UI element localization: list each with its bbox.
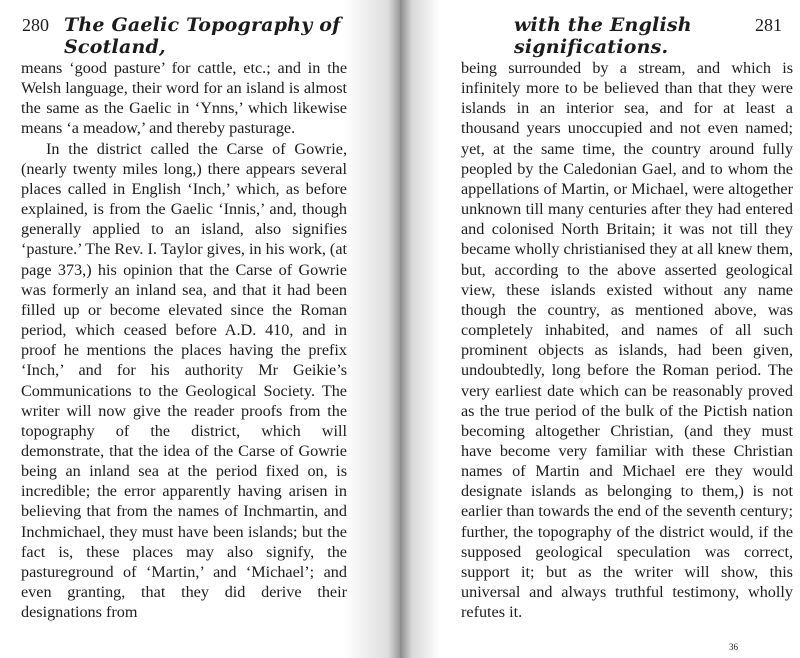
signature-mark: 36 [729, 642, 738, 652]
right-page-number: 281 [755, 15, 782, 35]
right-page-body [461, 58, 793, 622]
left-page-body [21, 58, 347, 622]
left-running-title: The Gaelic Topography of Scotland, [64, 14, 341, 58]
left-paragraph-2: In the district called the Carse of Gowrie, (nearly twenty miles long,) there appears several places called in English ‘Inch,’ which, as before explained, is from the Gaelic ‘Innis,’ and, though generally applied to an island, also signifies ‘pasture.’ The Rev. I. Taylor gives, in his work, (at page 373,) his opinion that the Carse of Gowrie was formerly an inland sea, and that it had been filled up or become elevated since the Roman period, which ceased before A.D. 410, and in proof he mentions the places having the prefix ‘Inch,’ and for his authority Mr Geikie’s Communications to the Geological Society. The writer will now give the reader proofs from the topography of the district, which will demonstrate, that the idea of the Carse of Gowrie being an inland sea at the period fixed on, is incredible; the error apparently having arisen in believing that from the names of Inchmartin, and Inchmichael, they must have been islands; but the fact is, these places may also signify, the pastureground of ‘Martin,’ and ‘Michael’; and even granting, that they did derive their designations from [21, 139, 347, 622]
left-paragraph-1: means ‘good pasture’ for cattle, etc.; and in the Welsh language, their word for an island is almost the same as the Gaelic in ‘Ynns,’ which likewise means ‘a meadow,’ and thereby pasturage. [21, 59, 347, 138]
right-paragraph-1: being surrounded by a stream, and which is infinitely more to be believed than that they were islands in an interior sea, and for at least a thousand years unoccupied and not even named; yet, at the same time, the country around fully peopled by the Caledonian Gael, and to whom the appellations of Martin, or Michael, were altogether unknown till many centuries after they had entered and colonised North Britain; it was not till they became wholly christianised they at all knew them, but, according to the above asserted geological view, these islands existed without any name though the country, as mentioned above, was completely inhabited, and names of all such prominent objects as islands, had been given, undoubtedly, long before the Roman period. The very earliest date which can be reasonably proved as the true period of the bulk of the Pictish nation becoming altogether Christian, (and they must have become very familiar with these Christian names of Martin and Michael ere they would designate islands as belonging to them,) is not earlier than towards the end of the seventh century; further, the topography of the district would, if the supposed geological speculation was correct, support it; but as the writer will show, this universal and always truthful testimony, wholly refutes it. [461, 59, 793, 622]
left-page-number: 280 [22, 15, 49, 35]
right-running-title: with the English significations. [514, 14, 692, 58]
right-page [400, 0, 800, 658]
